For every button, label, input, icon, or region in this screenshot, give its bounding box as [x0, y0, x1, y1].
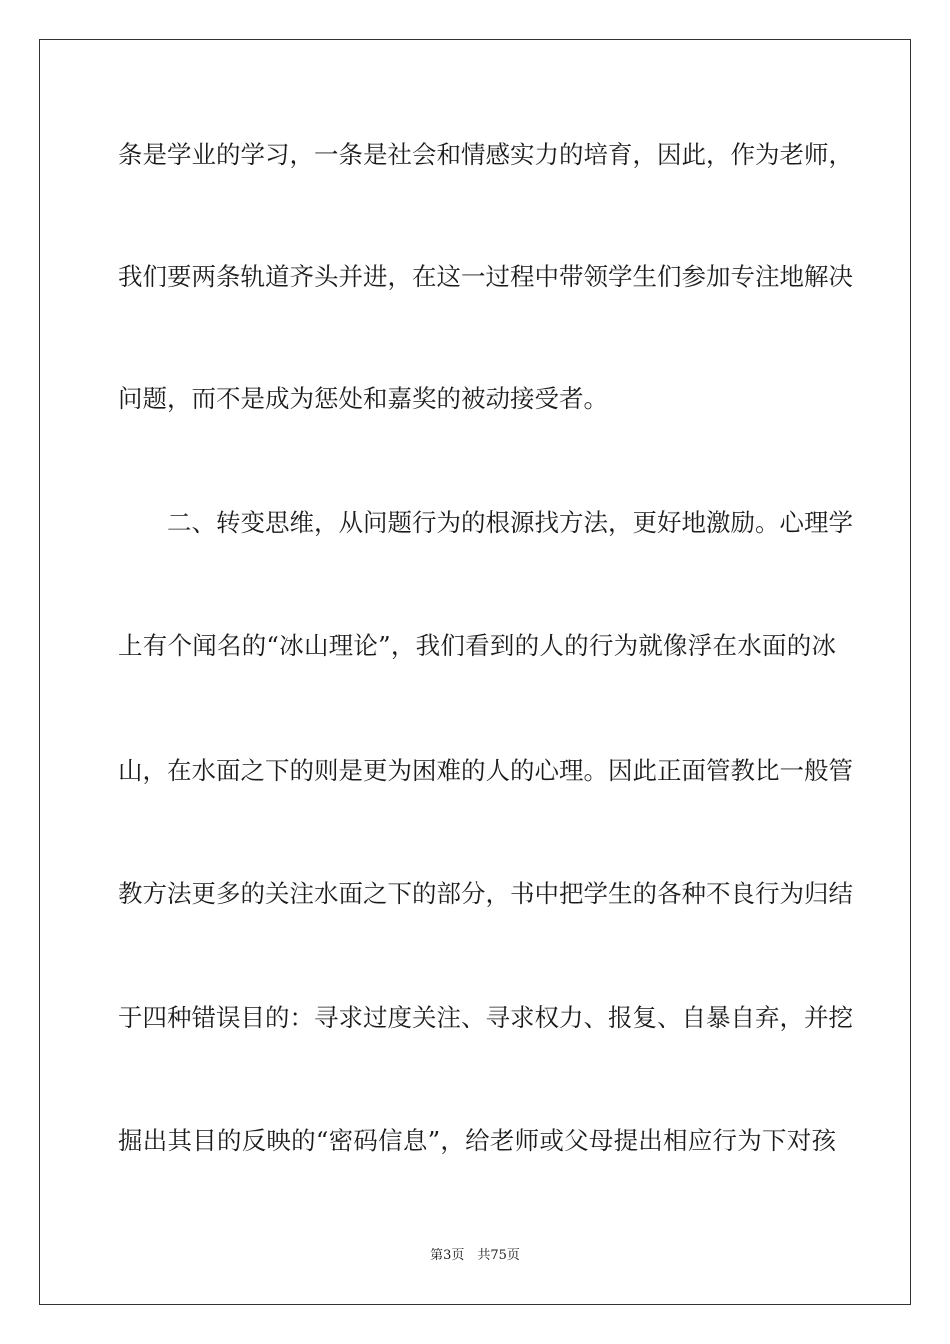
- body-text-line: 于四种错误目的：寻求过度关注、寻求权力、报复、自暴自弃，并挖: [118, 1003, 853, 1032]
- body-text-line: 我们要两条轨道齐头并进，在这一过程中带领学生们参加专注地解决: [118, 262, 853, 291]
- body-text-line: 问题，而不是成为惩处和嘉奖的被动接受者。: [118, 384, 608, 413]
- page-number: 第3页 共75页: [430, 1248, 520, 1263]
- section-heading-line: 二、转变思维，从问题行为的根源找方法，更好地激励。心理学: [118, 508, 853, 537]
- body-text-line: 山，在水面之下的则是更为困难的人的心理。因此正面管教比一般管: [118, 756, 853, 785]
- body-text-line: 条是学业的学习，一条是社会和情感实力的培育，因此，作为老师，: [118, 140, 853, 169]
- page-border: [39, 39, 911, 1305]
- body-text-line: 上有个闻名的“冰山理论”，我们看到的人的行为就像浮在水面的冰: [118, 631, 836, 660]
- body-text-line: 掘出其目的反映的“密码信息”，给老师或父母提出相应行为下对孩: [118, 1126, 836, 1155]
- body-text-line: 教方法更多的关注水面之下的部分，书中把学生的各种不良行为归结: [118, 879, 853, 908]
